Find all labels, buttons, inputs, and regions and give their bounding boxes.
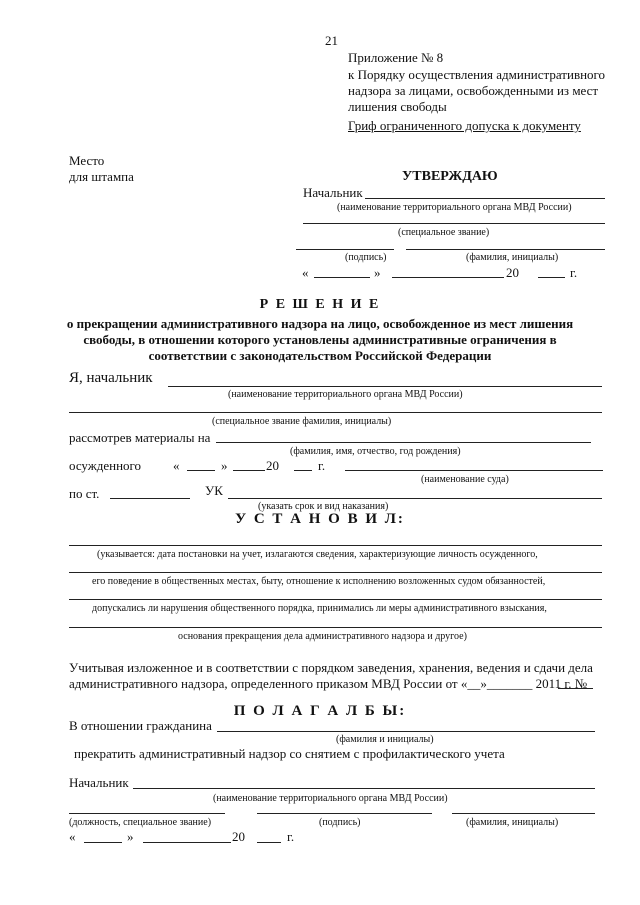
considering-line-2: административного надзора, определенного приказом МВД России от «__»_______ 2011 г. № (69, 676, 588, 691)
appendix-number: Приложение № 8 (348, 50, 444, 65)
article-line[interactable] (110, 498, 190, 499)
terminate-text: прекратить административный надзор со снятием с профилактического учета (74, 746, 505, 761)
established-title: У С Т А Н О В И Л: (235, 511, 405, 527)
established-line-3[interactable] (69, 599, 602, 600)
appendix-line-3: надзора за лицами, освобожденными из мест (348, 83, 599, 98)
regarding-label: В отношении гражданина (69, 718, 212, 733)
convicted-year-suffix: г. (318, 458, 326, 473)
footer-year: 20 (232, 829, 245, 844)
approve-day-line[interactable] (314, 277, 370, 278)
established-hint-3: допускались ли нарушения общественного порядка, принимались ли меры административного взыскания, (92, 603, 547, 614)
approve-org-hint: (наименование территориального органа МВД России) (337, 202, 572, 213)
convicted-quote-close: » (221, 458, 228, 473)
decision-subtitle-1: о прекращении административного надзора на лицо, освобожденное из мест лишения (66, 316, 574, 331)
footer-quote-open: « (69, 829, 76, 844)
convicted-year-line[interactable] (294, 470, 312, 471)
footer-year-suffix: г. (287, 829, 295, 844)
footer-position-hint: (должность, специальное звание) (69, 817, 212, 828)
footer-sign-line[interactable] (257, 813, 432, 814)
court-hint: (наименование суда) (421, 474, 509, 485)
page-number: 21 (325, 33, 338, 48)
body-rank-name-hint: (специальное звание фамилия, инициалы) (212, 416, 392, 427)
person-hint: (фамилия, имя, отчество, год рождения) (290, 446, 461, 457)
approve-title: УТВЕРЖДАЮ (402, 169, 498, 184)
approve-name-hint: (фамилия, инициалы) (466, 252, 559, 263)
appendix-line-2: к Порядку осуществления административного (348, 67, 606, 82)
footer-day-line[interactable] (84, 842, 122, 843)
footer-sign-hint: (подпись) (319, 817, 361, 828)
approve-name-line[interactable] (406, 249, 605, 250)
convicted-day-line[interactable] (187, 470, 215, 471)
body-org-hint: (наименование территориального органа МВД России) (228, 389, 463, 400)
decision-subtitle-2: свободы, в отношении которого установлены административные ограничения в (83, 332, 557, 347)
body-rank-name-line[interactable] (69, 412, 602, 413)
footer-chief-label: Начальник (69, 775, 129, 790)
established-hint-1: (указывается: дата постановки на учет, излагаются сведения, характеризующие личность осужденного, (97, 549, 538, 560)
regarding-person-line[interactable] (217, 731, 595, 732)
court-line[interactable] (345, 470, 603, 471)
footer-name-line[interactable] (452, 813, 595, 814)
considering-line-1: Учитывая изложенное и в соответствии с порядком заведения, хранения, ведения и сдачи дела (69, 660, 593, 675)
convicted-year: 20 (266, 458, 279, 473)
decision-title: Р Е Ш Е Н И Е (259, 297, 381, 312)
approve-month-line[interactable] (392, 277, 504, 278)
convicted-quote-open: « (173, 458, 180, 473)
body-org-line[interactable] (168, 386, 602, 387)
approve-sign-line[interactable] (296, 249, 394, 250)
i-chief-label: Я, начальник (69, 370, 153, 386)
approve-year-line[interactable] (538, 277, 565, 278)
resolve-title: П О Л А Г А Л Б Ы: (233, 703, 407, 719)
footer-position-line[interactable] (69, 813, 225, 814)
footer-month-line[interactable] (143, 842, 231, 843)
article-label: по ст. (69, 486, 100, 501)
established-line-1[interactable] (69, 545, 602, 546)
approve-org-line[interactable] (365, 198, 605, 199)
approve-rank-hint: (специальное звание) (398, 227, 490, 238)
reviewed-label: рассмотрев материалы на (69, 430, 211, 445)
footer-quote-close: » (127, 829, 134, 844)
code-label: УК (205, 483, 223, 498)
established-hint-2: его поведение в общественных местах, быту, отношение к исполнению возложенных судом обязанностей, (92, 576, 546, 587)
sentence-line[interactable] (228, 498, 602, 499)
stamp-label: Место (69, 153, 105, 168)
footer-org-line[interactable] (133, 788, 595, 789)
approve-year: 20 (506, 265, 519, 280)
reviewed-person-line[interactable] (216, 442, 591, 443)
established-line-2[interactable] (69, 572, 602, 573)
classification-label: Гриф ограниченного допуска к документу (348, 118, 581, 133)
approve-year-suffix: г. (570, 265, 578, 280)
stamp-label-2: для штампа (69, 169, 134, 184)
regarding-person-hint: (фамилия и инициалы) (336, 734, 434, 745)
approve-sign-hint: (подпись) (345, 252, 387, 263)
approve-quote-close: » (374, 265, 381, 280)
appendix-line-4: лишения свободы (348, 99, 447, 114)
approve-rank-line[interactable] (303, 223, 605, 224)
footer-name-hint: (фамилия, инициалы) (466, 817, 559, 828)
order-number-line[interactable] (558, 688, 593, 689)
decision-subtitle-3: соответствии с законодательством Российской Федерации (148, 348, 492, 363)
sentence-hint: (указать срок и вид наказания) (258, 501, 389, 512)
established-hint-4: основания прекращения дела административного надзора и другое) (178, 631, 467, 642)
convicted-month-line[interactable] (233, 470, 265, 471)
convicted-label: осужденного (69, 458, 142, 473)
footer-year-line[interactable] (257, 842, 281, 843)
established-line-4[interactable] (69, 627, 602, 628)
approve-quote-open: « (302, 265, 309, 280)
footer-org-hint: (наименование территориального органа МВД России) (213, 793, 448, 804)
approve-chief-label: Начальник (303, 185, 363, 200)
